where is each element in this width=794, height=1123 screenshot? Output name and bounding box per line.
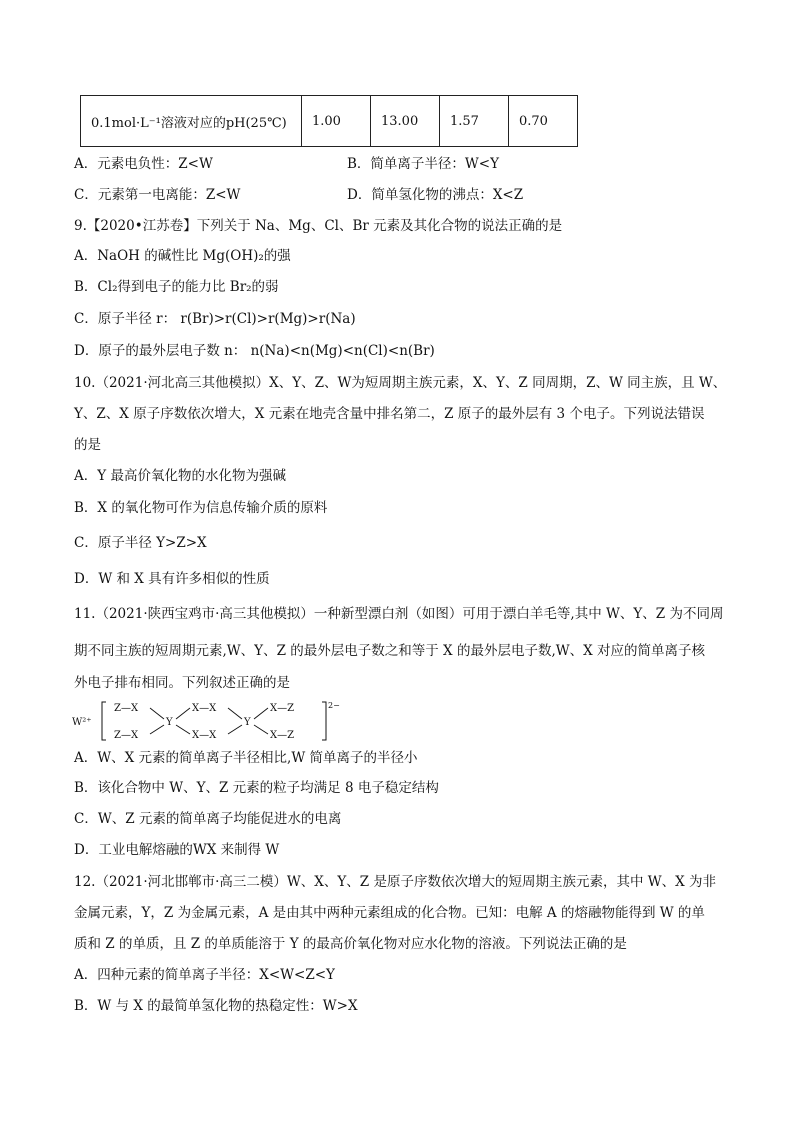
ph-table (80, 95, 578, 147)
q11-stem-line-2: 期不同主族的短周期元素,W、Y、Z 的最外层电子数之和等于 X 的最外层电子数,W、X 对应的简单离子核 (74, 643, 706, 659)
bond-line (150, 708, 164, 719)
q12-stem-line-1: 12.（2021·河北邯郸市·高三二模）W、X、Y、Z 是原子序数依次增大的短周期主族元素，其中 W、X 为非 (74, 874, 717, 890)
structure-charge: 2− (328, 701, 340, 710)
q12-stem-line-3: 质和 Z 的单质，且 Z 的单质能溶于 Y 的最高价氧化物对应水化物的溶液。下列说法正确的是 (74, 936, 627, 952)
q11-option-c: C．W、Z 元素的简单离子均能促进水的电离 (74, 811, 342, 827)
q12-stem-line-2: 金属元素，Y，Z 为金属元素，A 是由其中两种元素组成的化合物。已知：电解 A 的熔融物能得到 W 的单 (74, 905, 705, 921)
structure-atom: Z—X (114, 703, 139, 714)
q9-option-a: A．NaOH 的碱性比 Mg(OH)₂的强 (74, 248, 291, 264)
structure-atom: X—Z (270, 703, 295, 714)
bleach-structure-diagram (70, 698, 340, 744)
structure-cation: W²⁺ (72, 717, 92, 728)
q8-option-a: A．元素电负性：Z<W (74, 156, 213, 172)
q9-option-d: D．原子的最外层电子数 n： n(Na)<n(Mg)<n(Cl)<n(Br) (74, 343, 435, 359)
q10-option-a: A．Y 最高价氧化物的水化物为强碱 (74, 468, 286, 484)
q9-stem: 9.【2020•江苏卷】下列关于 Na、Mg、Cl、Br 元素及其化合物的说法正确的是 (74, 218, 563, 234)
structure-atom: X—X (192, 703, 217, 714)
structure-atom: X—Z (270, 730, 295, 741)
bond-line (254, 725, 268, 734)
q11-stem-line-1: 11.（2021·陕西宝鸡市·高三其他模拟）一种新型漂白剂（如图）可用于漂白羊毛等,其中 W、Y、Z 为不同周 (74, 606, 724, 622)
table-cell: 1.00 (302, 96, 371, 147)
q12-option-b: B．W 与 X 的最简单氢化物的热稳定性：W>X (74, 998, 358, 1014)
table-row (81, 96, 578, 147)
bond-line (176, 708, 190, 719)
bond-line (150, 725, 164, 734)
q10-stem-line-1: 10.（2021·河北高三其他模拟）X、Y、Z、W为短周期主族元素，X、Y、Z 同周期，Z、W 同主族，且 W、 (74, 375, 727, 391)
q10-option-d: D．W 和 X 具有许多相似的性质 (74, 571, 270, 587)
structure-atom: Y (244, 717, 251, 728)
structure-atom: Z—X (114, 730, 139, 741)
q9-option-b: B．Cl₂得到电子的能力比 Br₂的弱 (74, 279, 279, 295)
q11-option-a: A．W、X 元素的简单离子半径相比,W 简单离子的半径小 (74, 750, 418, 766)
table-cell: 1.57 (440, 96, 509, 147)
q8-option-d: D．简单氢化物的沸点：X<Z (347, 187, 524, 203)
q10-option-b: B．X 的氧化物可作为信息传输介质的原料 (74, 500, 328, 516)
structure-atom: X—X (192, 730, 217, 741)
q11-option-d: D．工业电解熔融的WX 来制得 W (74, 842, 280, 858)
table-cell: 13.00 (371, 96, 440, 147)
bond-line (228, 725, 242, 734)
structure-atom: Y (166, 717, 173, 728)
q12-option-a: A．四种元素的简单离子半径：X<W<Z<Y (74, 967, 335, 983)
bond-line (176, 725, 190, 734)
right-bracket (322, 702, 326, 740)
bond-line (228, 708, 242, 719)
q11-stem-line-3: 外电子排布相同。下列叙述正确的是 (74, 675, 290, 691)
table-cell: 0.70 (509, 96, 578, 147)
table-row-label: 0.1mol·L⁻¹溶液对应的pH(25℃) (81, 96, 302, 147)
q10-option-c: C．原子半径 Y>Z>X (74, 535, 207, 551)
bond-line (254, 708, 268, 719)
q10-stem-line-2: Y、Z、X 原子序数依次增大，X 元素在地壳含量中排名第二，Z 原子的最外层有 3 个电子。下列说法错误 (74, 406, 705, 422)
left-bracket (102, 702, 106, 740)
q9-option-c: C．原子半径 r： r(Br)>r(Cl)>r(Mg)>r(Na) (74, 311, 356, 327)
q8-option-c: C．元素第一电离能：Z<W (74, 187, 241, 203)
q10-stem-line-3: 的是 (74, 437, 101, 453)
q11-option-b: B．该化合物中 W、Y、Z 元素的粒子均满足 8 电子稳定结构 (74, 780, 439, 796)
q8-option-b: B．简单离子半径：W<Y (347, 156, 500, 172)
